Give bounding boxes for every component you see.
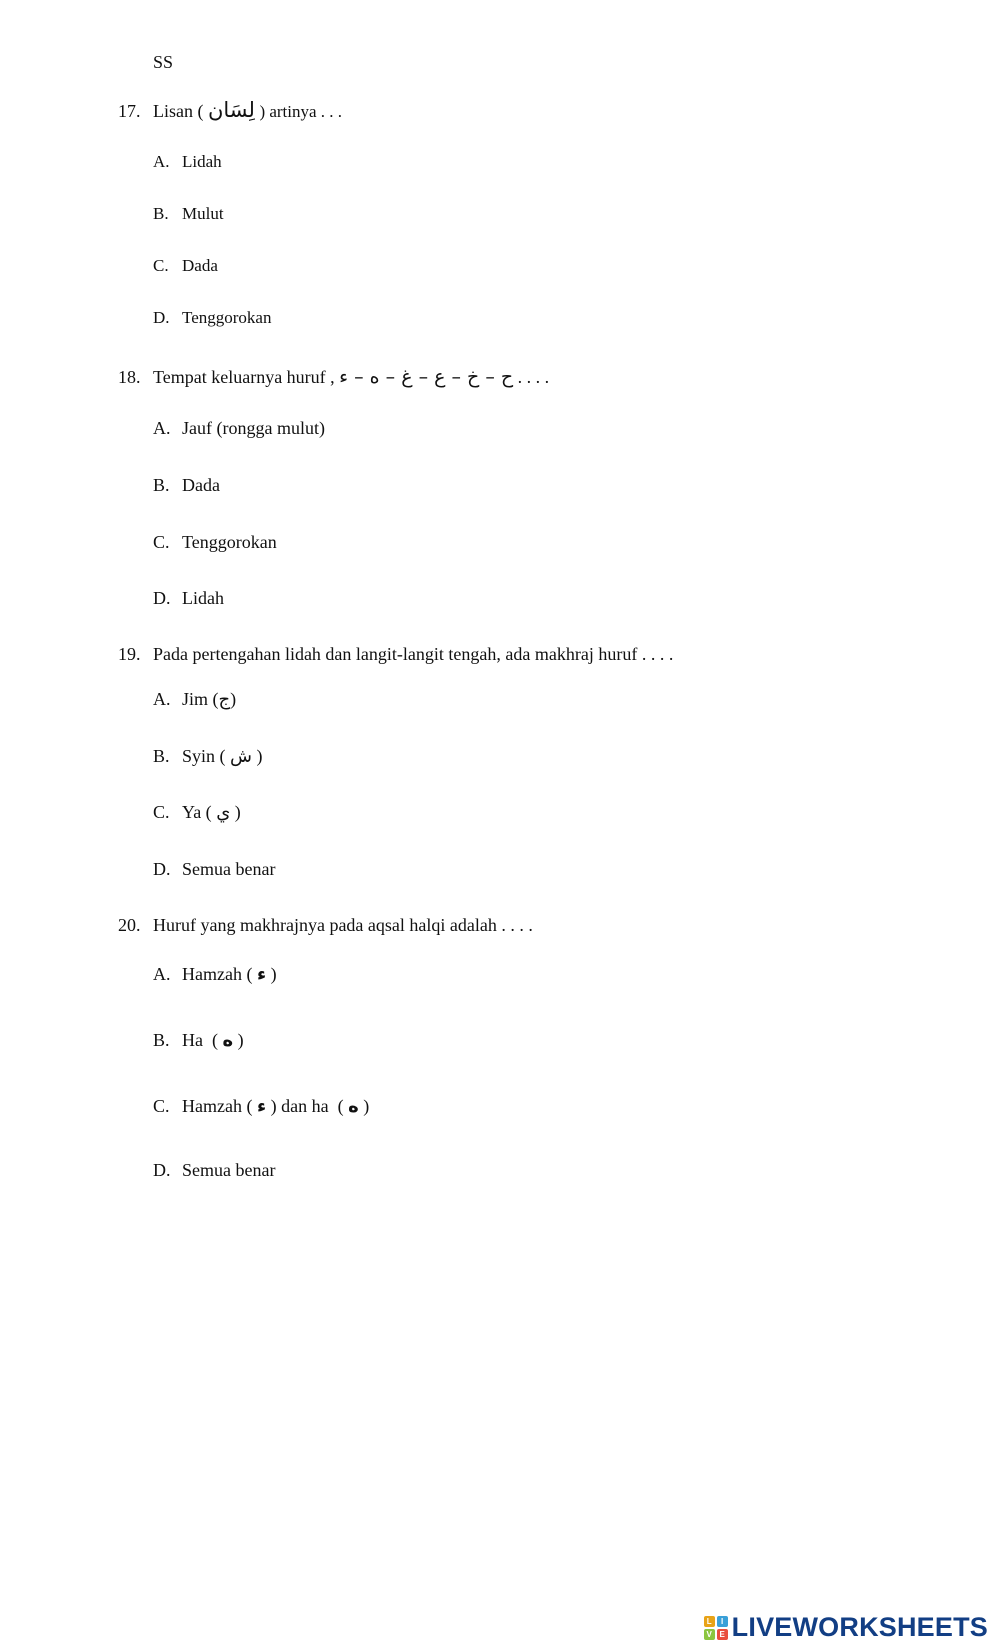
arabic-letter-hamzah: ء [256, 1096, 267, 1117]
option-letter: A. [153, 964, 171, 984]
option-text-before: Ya ( [182, 802, 212, 822]
question-18 [118, 366, 549, 388]
question-18-option-a[interactable] [153, 418, 325, 439]
option-letter: D. [153, 1160, 171, 1180]
option-letter: C. [153, 802, 170, 822]
question-20-option-b[interactable] [153, 1030, 244, 1051]
question-text-before: Lisan ( [153, 101, 204, 121]
option-letter: B. [153, 475, 170, 495]
option-text-before: Ha ( [182, 1030, 218, 1050]
option-text: Semua benar [182, 859, 276, 879]
arabic-word: لِسَان [207, 98, 255, 122]
option-letter: D. [153, 588, 171, 608]
question-19-option-c[interactable] [153, 802, 241, 823]
question-number: 18. [118, 367, 141, 387]
question-number: 20. [118, 915, 141, 935]
option-letter: A. [153, 689, 171, 709]
question-20-option-d[interactable] [153, 1160, 275, 1181]
question-17-option-d[interactable] [153, 308, 271, 328]
option-text-before: Jim ( [182, 689, 219, 709]
page-header: SS [153, 52, 174, 72]
option-letter: B. [153, 746, 170, 766]
question-text-before: Tempat keluarnya huruf , [153, 367, 335, 387]
arabic-letter-hamzah: ء [256, 964, 267, 985]
arabic-letter-ha: ه [348, 1096, 359, 1117]
option-letter: B. [153, 204, 169, 223]
question-text: Huruf yang makhrajnya pada aqsal halqi adalah . . . . [153, 915, 533, 935]
question-17-option-a[interactable] [153, 152, 222, 172]
option-text-after: ) [363, 1096, 370, 1116]
question-18-option-d[interactable] [153, 588, 224, 609]
question-20 [118, 915, 533, 936]
question-18-option-c[interactable] [153, 532, 277, 553]
question-text-after: ) artinya . . . [259, 102, 343, 121]
question-19-option-a[interactable] [153, 689, 236, 710]
option-text: Tenggorokan [182, 532, 277, 552]
question-text: Pada pertengahan lidah dan langit-langit tengah, ada makhraj huruf . . . . [153, 644, 674, 664]
question-20-option-a[interactable] [153, 964, 277, 985]
option-letter: C. [153, 256, 169, 275]
option-letter: B. [153, 1030, 170, 1050]
question-19-option-d[interactable] [153, 859, 275, 880]
option-text-after: ) [237, 1030, 244, 1050]
logo-letter-e: E [717, 1629, 728, 1640]
question-20-option-c[interactable] [153, 1096, 369, 1117]
option-text-before: Hamzah ( [182, 964, 253, 984]
option-text-after: ) [256, 746, 263, 766]
option-letter: D. [153, 859, 171, 879]
option-text: Dada [182, 256, 218, 275]
question-number: 17. [118, 101, 141, 121]
question-17-option-c[interactable] [153, 256, 218, 276]
option-text: Semua benar [182, 1160, 276, 1180]
logo-letter-i: I [717, 1616, 728, 1627]
option-text-after: ) [270, 964, 277, 984]
question-17 [118, 98, 342, 122]
question-text-after: . . . . [517, 367, 550, 387]
option-letter: A. [153, 152, 170, 171]
option-text: Lidah [182, 152, 222, 171]
option-text: Jauf (rongga mulut) [182, 418, 325, 438]
option-text: Dada [182, 475, 220, 495]
option-text: Tenggorokan [182, 308, 272, 327]
logo-letter-l: L [704, 1616, 715, 1627]
question-number: 19. [118, 644, 141, 664]
option-text-after: ) [230, 689, 237, 709]
option-letter: C. [153, 1096, 170, 1116]
question-19-option-b[interactable] [153, 746, 263, 767]
option-text: Lidah [182, 588, 224, 608]
question-17-option-b[interactable] [153, 204, 224, 224]
option-text-before: Hamzah ( [182, 1096, 253, 1116]
question-19 [118, 644, 673, 665]
logo-icon [704, 1616, 728, 1640]
liveworksheets-logo [704, 1612, 988, 1643]
option-text-after: ) [234, 802, 241, 822]
option-text-middle: ) dan ha ( [270, 1096, 344, 1116]
option-letter: D. [153, 308, 170, 327]
arabic-letter-jim: ج [218, 689, 231, 710]
logo-letter-v: V [704, 1629, 715, 1640]
arabic-letters: ح – خ – ع – غ – ه – ء [339, 366, 514, 388]
arabic-letter-syin: ش [230, 746, 252, 767]
option-letter: C. [153, 532, 170, 552]
arabic-letter-ha: ه [222, 1030, 234, 1051]
logo-text: LIVEWORKSHEETS [731, 1612, 988, 1642]
arabic-letter-ya: ي [216, 802, 231, 823]
option-letter: A. [153, 418, 171, 438]
option-text-before: Syin ( [182, 746, 226, 766]
option-text: Mulut [182, 204, 224, 223]
question-18-option-b[interactable] [153, 475, 220, 496]
